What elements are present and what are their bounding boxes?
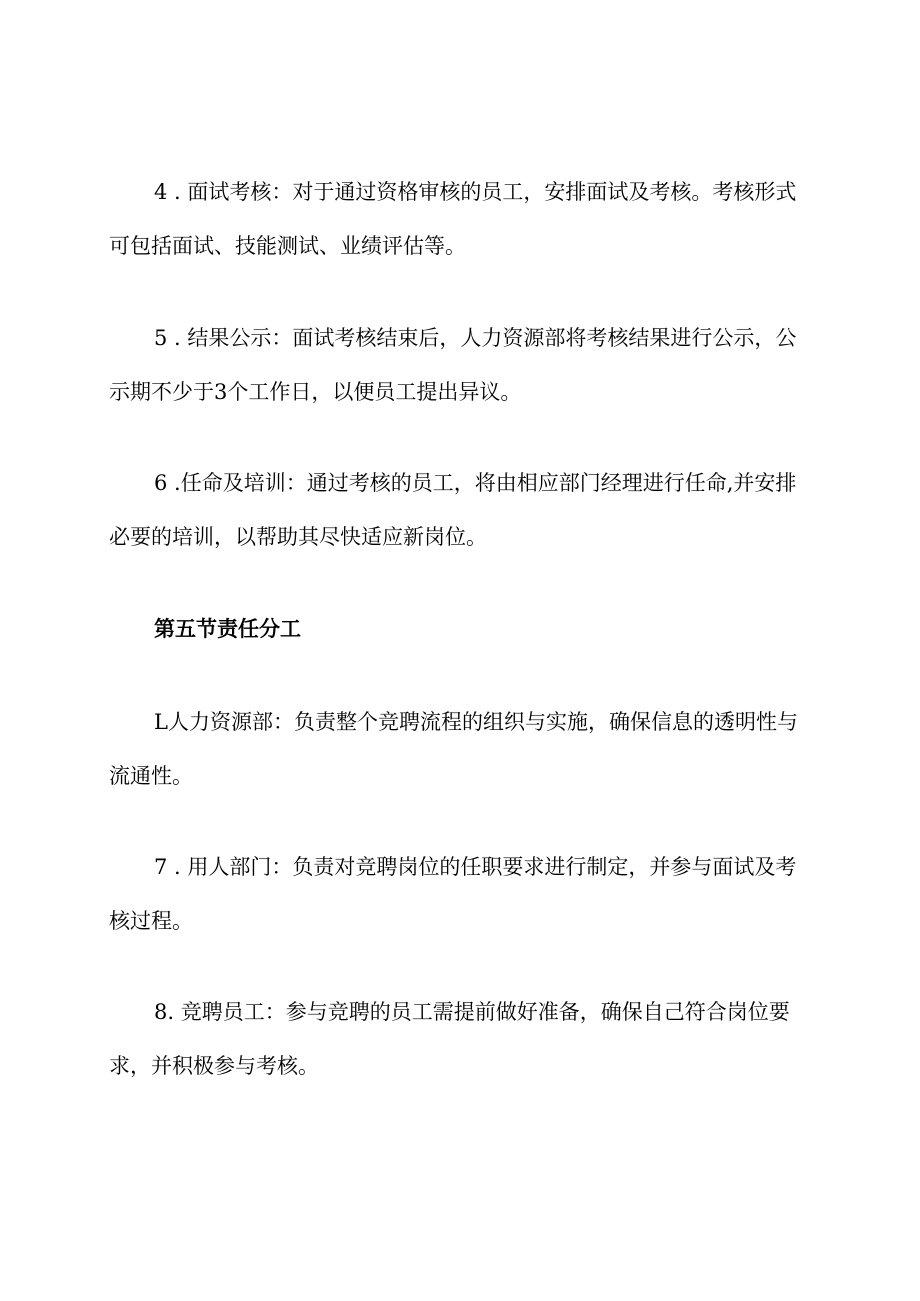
paragraph-line: 6 .任命及培训：通过考核的员工，将由相应部门经理进行任命,并安排 — [154, 471, 797, 495]
paragraph-line: 求，并积极参与考核。 — [109, 1054, 319, 1078]
paragraph-department-duty — [109, 840, 821, 948]
paragraph-line: 7 . 用人部门：负责对竞聘岗位的任职要求进行制定，并参与面试及考 — [154, 855, 797, 879]
paragraph-employee-duty — [109, 985, 821, 1093]
paragraph-line: 必要的培训，以帮助其尽快适应新岗位。 — [109, 525, 487, 549]
paragraph-line: 4 . 面试考核：对于通过资格审核的员工，安排面试及考核。考核形式 — [154, 180, 797, 204]
paragraph-line: 流通性。 — [109, 764, 193, 788]
paragraph-line: 可包括面试、技能测试、业绩评估等。 — [109, 234, 466, 258]
paragraph-line: L人力资源部：负责整个竞聘流程的组织与实施，确保信息的透明性与 — [154, 710, 798, 734]
paragraph-line: 示期不少于3个工作日，以便员工提出异议。 — [109, 380, 522, 404]
paragraph-hr-duty — [109, 695, 821, 803]
paragraph-line: 8. 竞聘员工：参与竞聘的员工需提前做好准备，确保自己符合岗位要 — [154, 1000, 790, 1024]
paragraph-result-publicity — [109, 311, 821, 419]
section-heading: 第五节责任分工 — [154, 617, 301, 641]
paragraph-appointment-training — [109, 456, 821, 564]
paragraph-line: 5 . 结果公示：面试考核结束后，人力资源部将考核结果进行公示，公 — [154, 326, 797, 350]
paragraph-line: 核过程。 — [109, 909, 193, 933]
paragraph-interview-assessment — [109, 165, 821, 273]
